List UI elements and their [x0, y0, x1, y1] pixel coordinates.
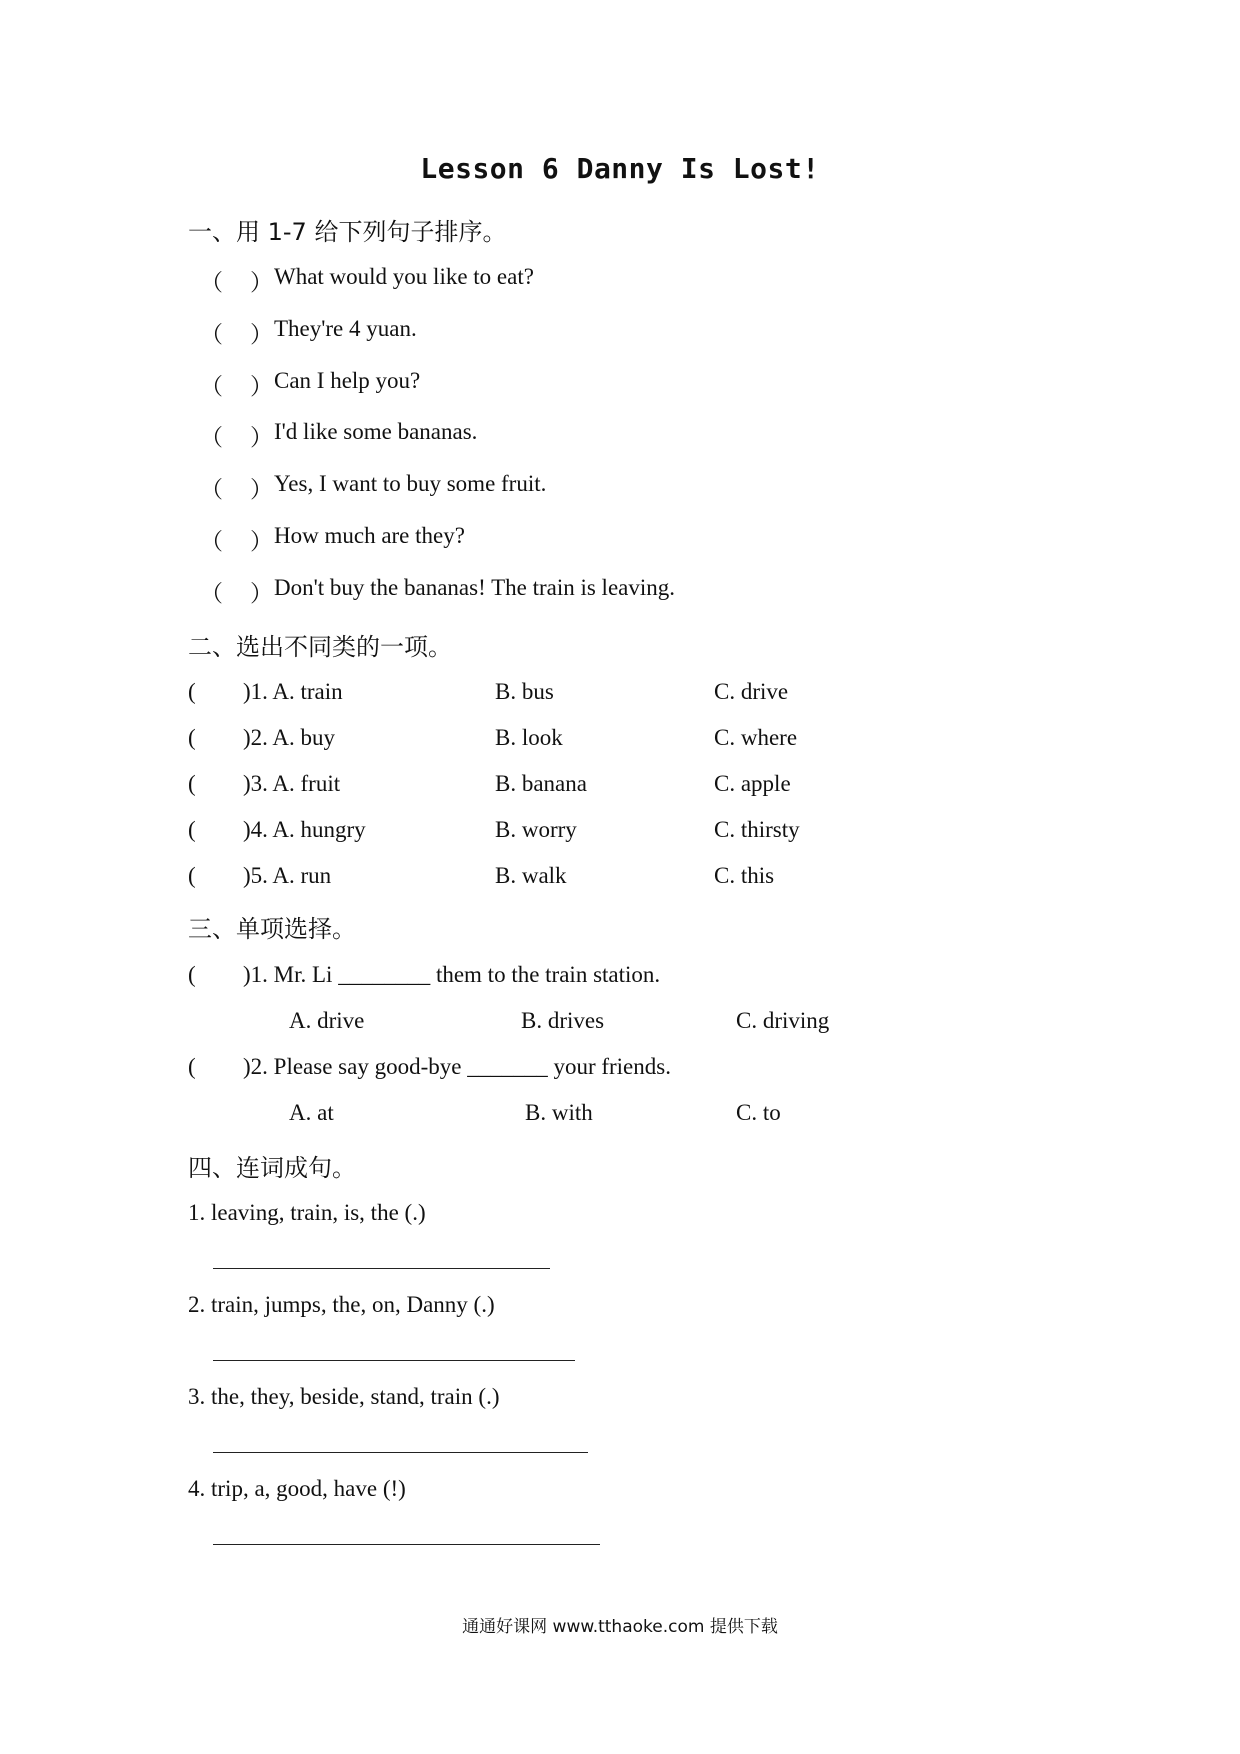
- answer-paren-close: ）: [250, 477, 273, 502]
- option-c: C. drive: [714, 679, 789, 704]
- page-title: Lesson 6 Danny Is Lost!: [420, 152, 820, 185]
- sort-sentence: Yes, I want to buy some fruit.: [274, 471, 547, 496]
- answer-paren-close: ）: [250, 270, 273, 295]
- question-stem: )2. Please say good-bye _______ your friends.: [243, 1054, 671, 1079]
- answer-paren-open: （: [200, 529, 223, 554]
- sort-sentence: They're 4 yuan.: [274, 316, 417, 341]
- answer-paren-close: ）: [250, 374, 273, 399]
- sort-sentence: Don't buy the bananas! The train is leaving.: [274, 575, 676, 600]
- answer-paren-close: ）: [250, 581, 273, 606]
- sort-sentence: Can I help you?: [274, 368, 421, 393]
- option-c: C. driving: [736, 1008, 830, 1033]
- answer-paren-open: （: [200, 425, 223, 450]
- option-a: )2. A. buy: [243, 725, 335, 750]
- option-b: B. banana: [495, 771, 587, 796]
- answer-paren-open: (: [188, 679, 196, 704]
- answer-paren-open: (: [188, 863, 196, 888]
- word-prompt: 1. leaving, train, is, the (.): [188, 1200, 426, 1225]
- section-3-heading: 三、单项选择。: [188, 915, 356, 943]
- option-c: C. where: [714, 725, 798, 750]
- option-b: B. drives: [521, 1008, 605, 1033]
- answer-paren-open: (: [188, 962, 196, 987]
- answer-paren-open: （: [200, 322, 223, 347]
- answer-paren-open: （: [200, 581, 223, 606]
- sort-sentence: I'd like some bananas.: [274, 419, 478, 444]
- sort-sentence: How much are they?: [274, 523, 465, 548]
- answer-line[interactable]: [213, 1360, 575, 1361]
- option-b: B. bus: [495, 679, 554, 704]
- page-footer: 通通好课网 www.tthaoke.com 提供下载: [462, 1617, 778, 1637]
- option-a: )1. A. train: [243, 679, 343, 704]
- answer-line[interactable]: [213, 1452, 588, 1453]
- option-a: A. at: [289, 1100, 334, 1125]
- answer-paren-close: ）: [250, 322, 273, 347]
- option-b: B. walk: [495, 863, 567, 888]
- section-2-heading: 二、选出不同类的一项。: [188, 633, 452, 661]
- option-a: )5. A. run: [243, 863, 332, 888]
- section-4-heading: 四、连词成句。: [188, 1154, 356, 1182]
- section-1-heading: 一、用 1-7 给下列句子排序。: [188, 218, 507, 246]
- answer-paren-open: （: [200, 270, 223, 295]
- answer-line[interactable]: [213, 1544, 600, 1545]
- option-b: B. worry: [495, 817, 577, 842]
- option-c: C. this: [714, 863, 775, 888]
- word-prompt: 2. train, jumps, the, on, Danny (.): [188, 1292, 495, 1317]
- word-prompt: 3. the, they, beside, stand, train (.): [188, 1384, 500, 1409]
- option-b: B. with: [525, 1100, 593, 1125]
- answer-paren-open: （: [200, 477, 223, 502]
- answer-paren-open: （: [200, 374, 223, 399]
- question-stem: )1. Mr. Li ________ them to the train station.: [243, 962, 661, 987]
- option-a: )3. A. fruit: [243, 771, 341, 796]
- answer-paren-close: ）: [250, 425, 273, 450]
- sort-sentence: What would you like to eat?: [274, 264, 534, 289]
- answer-paren-close: ）: [250, 529, 273, 554]
- option-a: )4. A. hungry: [243, 817, 366, 842]
- answer-line[interactable]: [213, 1268, 550, 1269]
- option-c: C. apple: [714, 771, 791, 796]
- answer-paren-open: (: [188, 1054, 196, 1079]
- option-c: C. to: [736, 1100, 781, 1125]
- option-a: A. drive: [289, 1008, 365, 1033]
- answer-paren-open: (: [188, 771, 196, 796]
- answer-paren-open: (: [188, 725, 196, 750]
- option-b: B. look: [495, 725, 563, 750]
- answer-paren-open: (: [188, 817, 196, 842]
- word-prompt: 4. trip, a, good, have (!): [188, 1476, 406, 1501]
- option-c: C. thirsty: [714, 817, 800, 842]
